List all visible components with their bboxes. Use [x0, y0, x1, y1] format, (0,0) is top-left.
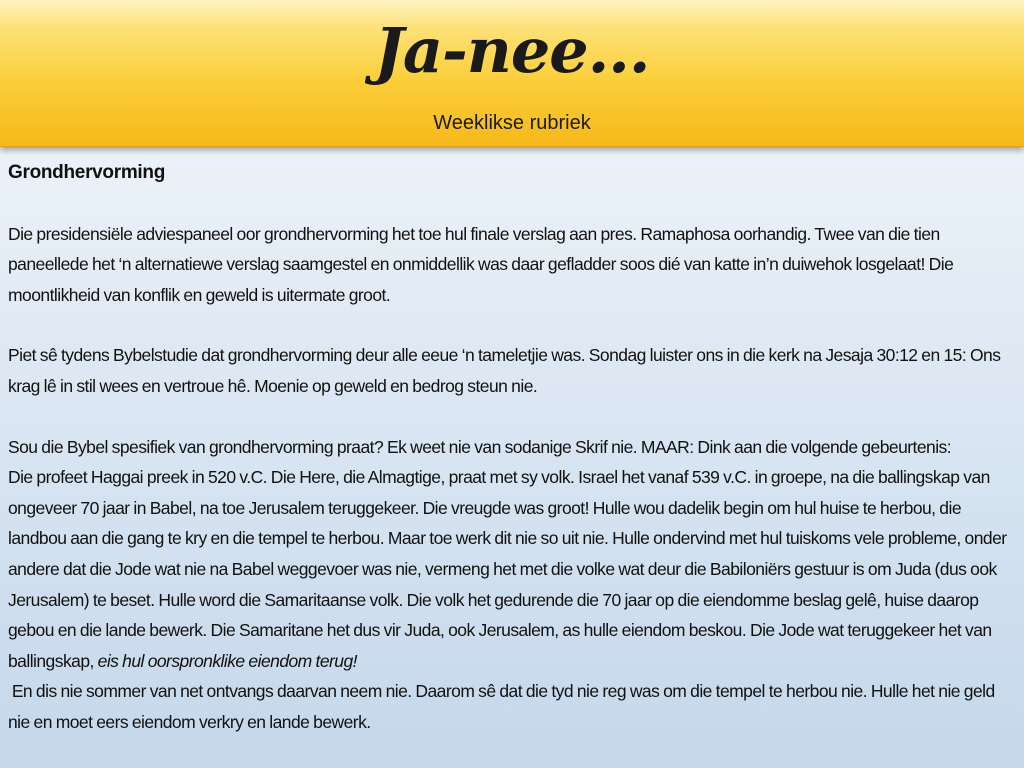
banner-title: Ja-nee...: [374, 14, 650, 87]
header-banner: [0, 0, 1024, 147]
paragraph-4: [8, 462, 1020, 676]
paragraph-4-emphasis: eis hul oorspronklike eiendom terug!: [97, 650, 357, 671]
paragraph-2: Piet sê tydens Bybelstudie dat grondhervorming deur alle eeue ‘n tameletjie was. Sondag luister ons in die kerk na Jesaja 30:12 en 15: Ons krag lê in stil wees en vertroue hê. Moenie op geweld en bedrog steun nie.: [8, 345, 1001, 396]
article-body: [8, 158, 1020, 738]
article-heading: Grondhervorming: [8, 162, 166, 183]
banner-subtitle: Weeklikse rubriek: [433, 112, 591, 134]
paragraph-5: En dis nie sommer van net ontvangs daarvan neem nie. Daarom sê dat die tyd nie reg was om die tempel te herbou nie. Hulle het nie geld nie en moet eers eiendom verkry en lande bewerk.: [8, 681, 999, 732]
paragraph-4-text: Die profeet Haggai preek in 520 v.C. Die Here, die Almagtige, praat met sy volk. Israel het vanaf 539 v.C. in groepe, na die ballingskap van ongeveer 70 jaar in Babel, na toe Jerusalem teruggekeer. Die vreugde was groot! Hulle wou dadelik begin om hul huise te herbou, die landbou aan die gang te kry en die tempel te herbou. Maar toe werk dit nie so uit nie. Hulle ondervind met hul tuiskoms vele probleme, onder andere dat die Jode wat nie na Babel weggevoer was nie, vermeng het met die volke wat deur die Babiloniërs gestuur is om Juda (dus ook Jerusalem) te beset. Hulle word die Samaritaanse volk. Die volk het gedurende die 70 jaar op die eiendomme beslag gelê, huise daarop gebou en die lande bewerk. Die Samaritane het dus vir Juda, ook Jerusalem, as hulle eiendom beskou. Die Jode wat teruggekeer het van ballingskap,: [8, 467, 1007, 671]
paragraph-1: Die presidensiële adviespaneel oor grondhervorming het toe hul finale verslag aan pres. Ramaphosa oorhandig. Twee van die tien paneellede het ‘n alternatiewe verslag saamgestel en onmiddellik was daar gefladder soos dié van katte in’n duiwehok losgelaat! Die moontlikheid van konflik en geweld is uitermate groot.: [8, 223, 954, 305]
paragraph-3: Sou die Bybel spesifiek van grondhervorming praat? Ek weet nie van sodanige Skrif nie. MAAR: Dink aan die volgende gebeurtenis:: [8, 436, 952, 457]
